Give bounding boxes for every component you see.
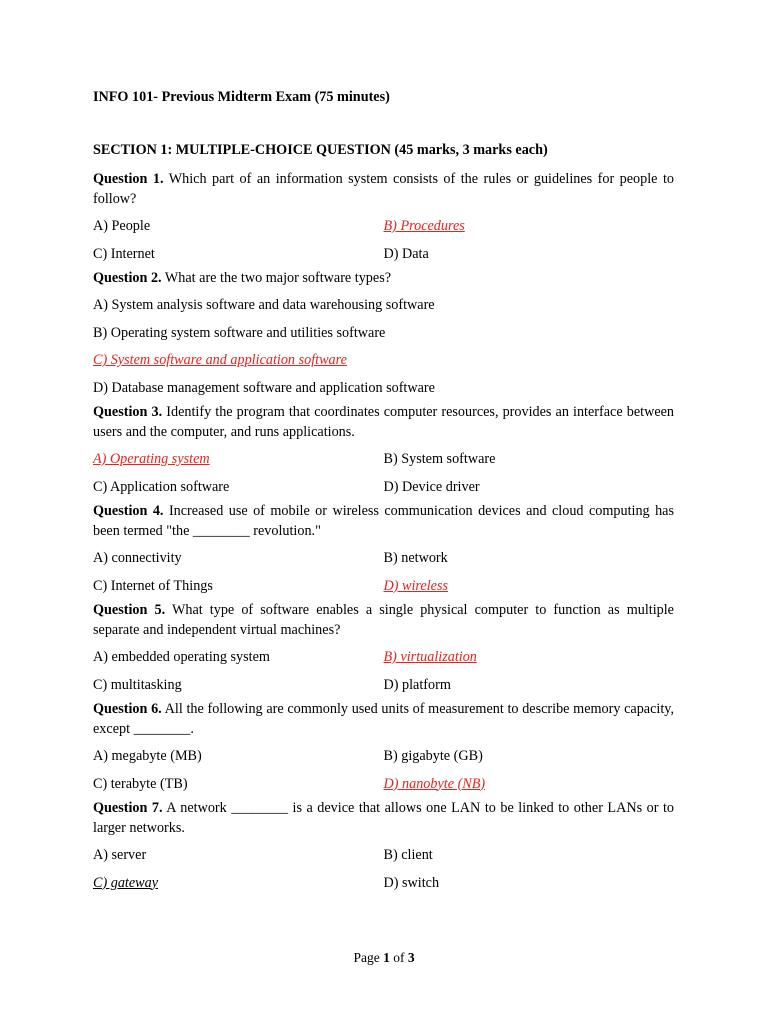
option-text: D) platform — [383, 676, 451, 693]
option-text: A) server — [93, 847, 147, 863]
correct-answer: B) Procedures — [383, 218, 465, 234]
answer-option — [93, 842, 384, 870]
correct-answer: C) System software and application software — [93, 352, 347, 368]
correct-answer: D) wireless — [383, 577, 448, 594]
question-text — [93, 699, 674, 739]
option-text: A) megabyte (MB) — [93, 748, 202, 764]
answer-option — [93, 292, 674, 320]
option-text: B) Operating system software and utilities software — [93, 324, 386, 341]
option-text: A) embedded operating system — [93, 649, 270, 665]
option-row — [93, 474, 674, 502]
answer-option — [384, 241, 675, 269]
option-row — [93, 446, 674, 474]
option-row — [93, 842, 674, 870]
answer-option — [384, 743, 675, 771]
answer-option — [93, 870, 384, 898]
question-block — [93, 699, 674, 798]
answer-option — [93, 672, 384, 700]
option-text: A) connectivity — [93, 550, 182, 566]
answer-option — [384, 644, 675, 672]
question-body: Which part of an information system consists of the rules or guidelines for people to follow? — [93, 171, 674, 207]
answer-option — [384, 771, 675, 799]
answer-option — [384, 213, 675, 241]
answer-option — [93, 545, 384, 573]
question-text — [93, 169, 674, 209]
option-text: C) multitasking — [93, 676, 182, 693]
question-body: Increased use of mobile or wireless communication devices and cloud computing has been termed "the ________ revolution." — [93, 503, 674, 539]
question-text — [93, 600, 674, 640]
exam-title: INFO 101- Previous Midterm Exam (75 minutes) — [93, 89, 390, 105]
correct-answer: C) gateway — [93, 874, 159, 891]
question-label: Question 3. — [93, 404, 163, 420]
question-text — [93, 268, 674, 288]
answer-option — [384, 573, 675, 601]
option-text: D) Device driver — [383, 478, 480, 495]
answer-option — [93, 743, 384, 771]
answer-option — [93, 241, 384, 269]
option-text: B) gigabyte (GB) — [383, 748, 483, 764]
answer-option — [384, 446, 675, 474]
question-block — [93, 600, 674, 699]
option-text: C) terabyte (TB) — [93, 775, 188, 792]
page-word: Page — [353, 950, 380, 965]
answer-option — [384, 672, 675, 700]
question-body: What type of software enables a single physical computer to function as multiple separate and independent virtual machines? — [93, 602, 674, 638]
option-row — [93, 743, 674, 771]
question-block — [93, 268, 674, 402]
option-row — [93, 644, 674, 672]
option-text: C) Internet — [93, 245, 155, 262]
question-block — [93, 798, 674, 897]
answer-option — [93, 320, 674, 348]
option-row — [93, 241, 674, 269]
question-block — [93, 501, 674, 600]
answer-option — [93, 375, 674, 403]
option-row — [93, 545, 674, 573]
current-page: 1 — [383, 950, 390, 965]
option-text: C) Internet of Things — [93, 577, 213, 594]
question-text — [93, 798, 674, 838]
question-label: Question 4. — [93, 503, 164, 519]
answer-option — [93, 213, 384, 241]
answer-option — [93, 446, 384, 474]
option-row — [93, 213, 674, 241]
option-text: C) Application software — [93, 478, 230, 495]
answer-option — [93, 644, 384, 672]
option-text: A) People — [93, 218, 151, 234]
section-heading: SECTION 1: MULTIPLE-CHOICE QUESTION (45 marks, 3 marks each) — [93, 142, 548, 158]
option-text: D) Data — [383, 245, 429, 262]
answer-option — [93, 771, 384, 799]
question-block — [93, 169, 674, 268]
total-pages: 3 — [407, 950, 415, 965]
correct-answer: A) Operating system — [93, 451, 210, 467]
option-row — [93, 870, 674, 898]
option-text: B) client — [383, 847, 433, 863]
option-text: D) Database management software and application software — [93, 379, 435, 396]
question-body: A network ________ is a device that allows one LAN to be linked to other LANs or to larger networks. — [93, 800, 674, 836]
answer-option — [384, 474, 675, 502]
question-label: Question 1. — [93, 171, 164, 187]
page-footer — [0, 950, 768, 966]
question-body: What are the two major software types? — [164, 270, 392, 286]
option-text: B) network — [383, 550, 448, 566]
question-list — [93, 169, 674, 897]
answer-option — [384, 870, 675, 898]
option-text: B) System software — [383, 451, 496, 467]
option-text: D) switch — [383, 874, 440, 891]
question-label: Question 7. — [93, 800, 163, 816]
answer-option — [93, 347, 674, 375]
option-text: A) System analysis software and data warehousing software — [93, 297, 435, 313]
question-body: All the following are commonly used units of measurement to describe memory capacity, except ________. — [93, 701, 675, 737]
answer-option — [384, 842, 675, 870]
question-label: Question 5. — [93, 602, 166, 618]
question-body: Identify the program that coordinates computer resources, provides an interface between users and the computer, and runs applications. — [93, 404, 675, 440]
question-label: Question 6. — [93, 701, 162, 717]
answer-option — [93, 573, 384, 601]
question-text — [93, 402, 674, 442]
question-text — [93, 501, 674, 541]
option-row — [93, 771, 674, 799]
answer-option — [93, 474, 384, 502]
of-word: of — [393, 950, 405, 965]
option-row — [93, 672, 674, 700]
correct-answer: D) nanobyte (NB) — [383, 775, 486, 792]
option-row — [93, 573, 674, 601]
correct-answer: B) virtualization — [383, 649, 477, 665]
question-label: Question 2. — [93, 270, 162, 286]
answer-option — [384, 545, 675, 573]
question-block — [93, 402, 674, 501]
